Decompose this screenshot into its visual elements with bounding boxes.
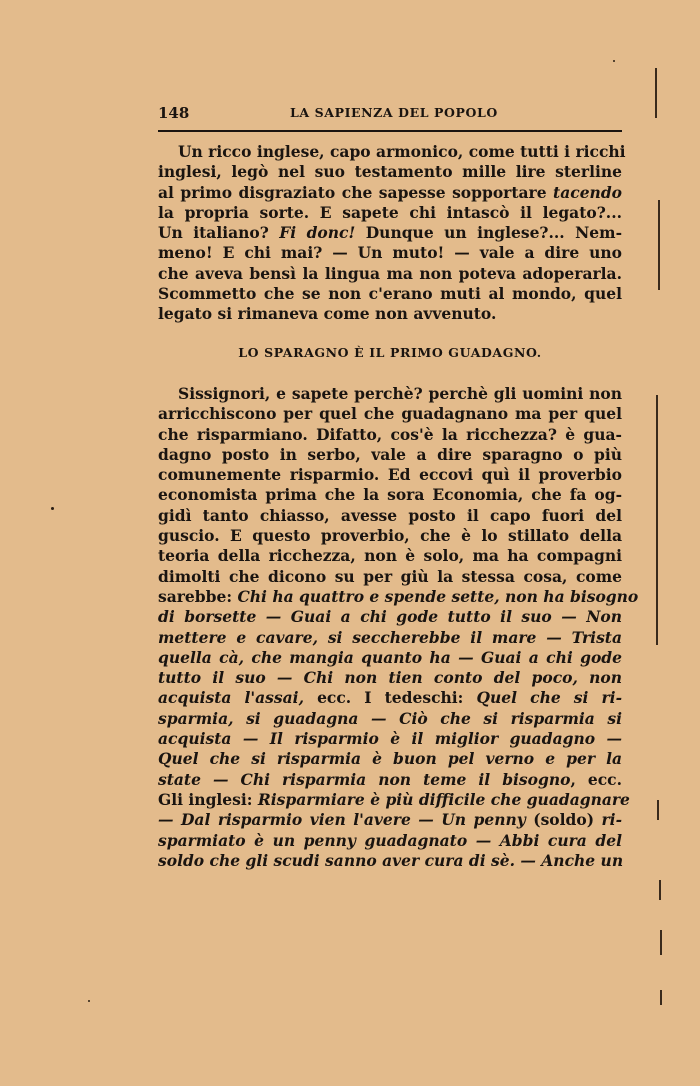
scan-margin-mark: [660, 930, 662, 955]
text-line: la propria sorte. E sapete chi intascò il legato?...: [158, 202, 622, 222]
text-line: tutto il suo — Chi non tien conto del poco, non: [158, 668, 622, 688]
text-line: — Dal risparmio vien l'avere — Un penny (soldo) ri-: [158, 810, 623, 830]
scan-margin-mark: [658, 200, 660, 290]
text-line: state — Chi risparmia non teme il bisogno, ecc.: [158, 769, 622, 789]
text-line: sarebbe: Chi ha quattro e spende sette, non ha bisogno: [158, 586, 639, 606]
text-line: che risparmiano. Difatto, cos'è la ricchezza? è gua-: [158, 424, 622, 444]
section-heading: LO SPARAGNO È IL PRIMO GUADAGNO.: [238, 345, 542, 360]
text-line: dagno posto in serbo, vale a dire sparagno o più: [158, 444, 622, 464]
text-line: sparmiato è un penny guadagnato — Abbi cura del: [158, 830, 622, 850]
text-line: al primo disgraziato che sapesse sopportare tacendo: [158, 182, 622, 202]
text-line: Quel che si risparmia è buon pel verno e per la: [158, 749, 622, 769]
scan-speck: [613, 60, 615, 62]
text-line: economista prima che la sora Economia, che fa og-: [158, 485, 622, 505]
scan-margin-mark: [656, 395, 658, 645]
text-line: inglesi, legò nel suo testamento mille lire sterline: [158, 162, 622, 182]
page-number: 148: [158, 104, 190, 122]
text-line: guscio. E questo proverbio, che è lo stillato della: [158, 526, 622, 546]
text-line: Un italiano? Fi donc! Dunque un inglese?... Nem-: [158, 223, 622, 243]
scan-margin-mark: [660, 990, 662, 1005]
text-line: dimolti che dicono su per giù la stessa cosa, come: [158, 566, 622, 586]
text-line: Sissignori, e sapete perchè? perchè gli uomini non: [178, 384, 622, 403]
text-line: Un ricco inglese, capo armonico, come tutti i ricchi: [178, 142, 626, 161]
text-line: comunemente risparmio. Ed eccovi quì il proverbio: [158, 465, 622, 485]
text-line: teoria della ricchezza, non è solo, ma ha compagni: [158, 546, 622, 566]
header-rule: [158, 130, 622, 132]
scan-margin-mark: [659, 880, 661, 900]
text-line: arricchiscono per quel che guadagnano ma per quel: [158, 404, 622, 424]
text-line: meno! E chi mai? — Un muto! — vale a dire uno: [158, 243, 622, 263]
text-line: quella cà, che mangia quanto ha — Guai a chi gode: [158, 647, 622, 667]
scan-margin-mark: [655, 68, 657, 118]
page-header: [158, 104, 622, 122]
scan-speck: [51, 507, 54, 510]
paragraph-savings-proverbs: [158, 384, 639, 871]
paragraph-mute-anecdote: [158, 142, 626, 325]
text-line: legato si rimaneva come non avvenuto.: [158, 304, 497, 324]
text-line: Gli inglesi: Risparmiare è più difficile che guadagnare: [158, 789, 630, 809]
text-line: gidì tanto chiasso, avesse posto il capo fuori del: [158, 505, 622, 525]
text-line: che aveva bensì la lingua ma non poteva adoperarla.: [158, 263, 622, 283]
text-line: soldo che gli scudi sanno aver cura di sè. — Anche un: [158, 850, 624, 870]
text-line: mettere e cavare, si seccherebbe il mare — Trista: [158, 627, 622, 647]
scan-speck: [88, 1000, 90, 1002]
running-head: LA SAPIENZA DEL POPOLO: [290, 105, 498, 120]
text-line: acquista — Il risparmio è il miglior guadagno —: [158, 729, 622, 749]
text-line: di borsette — Guai a chi gode tutto il suo — Non: [158, 607, 622, 627]
text-line: sparmia, si guadagna — Ciò che si risparmia si: [158, 708, 622, 728]
text-line: Scommetto che se non c'erano muti al mondo, quel: [158, 284, 622, 304]
text-line: acquista l'assai, ecc. I tedeschi: Quel che si ri-: [158, 688, 622, 708]
scan-margin-mark: [657, 800, 659, 820]
